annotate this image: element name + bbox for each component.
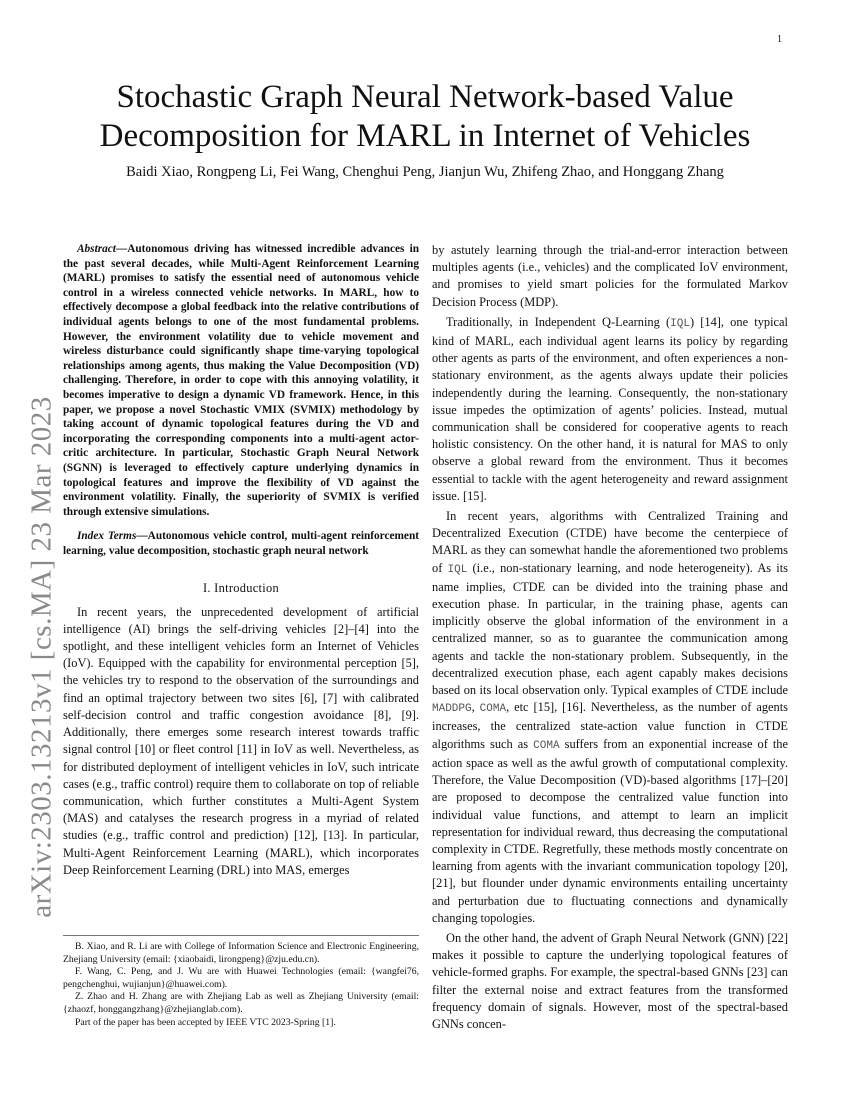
title-line-2: Decomposition for MARL in Internet of Vehicles <box>99 118 751 154</box>
abstract-label: Abstract <box>77 243 116 255</box>
arxiv-identifier: arXiv:2303.13213v1 [cs.MA] 23 Mar 2023 <box>25 396 58 918</box>
footnotes <box>63 935 419 1029</box>
p2-text-a: Traditionally, in Independent Q-Learning ( <box>446 314 671 329</box>
code-coma-2: COMA <box>533 739 560 752</box>
title-line-1: Stochastic Graph Neural Network-based Value <box>116 79 734 115</box>
left-column <box>63 242 419 879</box>
index-terms-label: Index Terms <box>77 530 137 543</box>
right-paragraph-1: by astutely learning through the trial-and-error interaction between multiples agents (i.e., vehicles) and the complicated IoV environment, and promises to yield smart policies for the formulated Markov Decision Process (MDP). <box>432 243 788 309</box>
footnote-conference-note: Part of the paper has been accepted by IEEE VTC 2023-Spring [1]. <box>75 1016 336 1028</box>
section-heading-introduction: I. Introduction <box>202 581 280 596</box>
right-paragraph-2 <box>432 314 788 505</box>
right-paragraph-3 <box>432 508 788 927</box>
p3-text-5: suffers from an exponential increase of the action space as well as the awful growth of computational complexity. Therefore, the Value Decomposition (VD)-based algorithms [17]–[20] are proposed to decompose the centralized value function into individual value functions, and attempt to learn an implicit representation for individual reward, thus decreasing the computational complexity in CTDE. Regretfully, these methods mostly concentrate on learning from agents with the invariant communication topology [20], [21], but flounder under dynamic environments entailing uncertainty and perturbation due to fluctuating connections and dynamically changing topologies. <box>432 736 788 925</box>
intro-paragraph-1: In recent years, the unprecedented development of artificial intelligence (AI) brings the self-driving vehicles [2]–[4] into the spotlight, and these intelligent vehicles form an Internet of Vehicles (IoV). Equipped with the capability for environmental perception [5], the vehicles try to respond to the observation of the surroundings and find an optimal trajectory between two sites [6], [7] with calibrated self-decision control and traffic congestion avoidance [8], [9]. Additionally, there emerges some research interest towards traffic signal control [10] or fleet control [11] in IoV as well. Nevertheless, as for distributed deployment of intelligent vehicles in IoV, such intricate cases (e.g., traffic control) require them to collaborate on top of reliable communication, which further constitutes a Multi-Agent System (MAS) and catalyses the research progress in a myriad of related studies (e.g., traffic control and prediction) [12], [13]. In particular, Multi-Agent Reinforcement Learning (MARL), which incorporates Deep Reinforcement Learning (DRL) into MAS, emerges <box>63 604 419 877</box>
author-list: Baidi Xiao, Rongpeng Li, Fei Wang, Chenghui Peng, Jianjun Wu, Zhifeng Zhao, and Honggang Zhang <box>126 164 724 180</box>
right-column <box>432 242 788 1033</box>
abstract <box>63 242 419 519</box>
paper-title <box>60 78 790 156</box>
index-terms-text: —Autonomous vehicle control, multi-agent reinforcement learning, value decomposition, stochastic graph neural network <box>63 530 419 557</box>
footnote-affiliation-zhejianglab: Z. Zhao and H. Zhang are with Zhejiang Lab as well as Zhejiang University (email: {zhaozf, honggangzhang}@zhejianglab.com). <box>63 991 419 1015</box>
footnote-affiliation-zju: B. Xiao, and R. Li are with College of Information Science and Electronic Engineering, Zhejiang University (email: {xiaobaidi, lirongpeng}@zju.edu.cn). <box>63 941 419 965</box>
p3-text-4: , etc [15], [16]. Nevertheless, as the number of agents increases, the centralized state-action value function in CTDE algorithms such as <box>432 700 788 751</box>
code-iql-2: IQL <box>447 563 468 576</box>
code-coma: COMA <box>479 703 507 716</box>
p3-text-1: In recent years, algorithms with Centralized Training and Decentralized Execution (CTDE) have become the centerpiece of MARL as they can somewhat handle the aforementioned two problems of <box>432 509 788 575</box>
right-paragraph-4: On the other hand, the advent of Graph Neural Network (GNN) [22] makes it possible to capture the underlying topological features of vehicle-formed graphs. For example, the spectral-based GNNs [23] can filter the external noise and extract features from the transformed frequency domain of signals. However, most of the spectral-based GNNs concen- <box>432 930 788 1031</box>
code-iql: IQL <box>670 317 690 330</box>
abstract-text: —Autonomous driving has witnessed incredible advances in the past several decades, while Multi-Agent Reinforcement Learning (MARL) promises to satisfy the essential need of autonomous vehicle control in a wireless connected vehicle networks. In MARL, how to effectively decompose a global feedback into the relative contributions of individual agents belongs to one of the most fundamental problems. However, the environment volatility due to vehicle movement and wireless disturbance could significantly shape time-varying topological relationships among agents, thus making the Value Decomposition (VD) challenging. Therefore, in order to cope with this annoying volatility, it becomes imperative to design a dynamic VD framework. Hence, in this paper, we propose a novel Stochastic VMIX (SVMIX) methodology by taking account of dynamic topological features during the VD and incorporating the corresponding components into a multi-agent actor-critic architecture. In particular, Stochastic Graph Neural Network (SGNN) is leveraged to effectively capture underlying dynamics in topological features and improve the flexibility of VD against the environment volatility. Finally, the superiority of SVMIX is verified through extensive simulations. <box>63 243 419 518</box>
p3-text-2: (i.e., non-stationary learning, and node heterogeneity). As its name implies, CTDE can be divided into the training phase and execution phase. In particular, in the training phase, agents can implicitly observe the global information of the environment in a centralized manner, so as to guarantee the communication among agents and tackle the non-stationary problem. Subsequently, in the decentralized execution phase, each agent capably makes decisions based on its local observation only. Typical examples of CTDE include <box>432 560 788 698</box>
index-terms <box>63 529 419 558</box>
p3-text-3: , <box>471 700 480 715</box>
footnote-affiliation-huawei: F. Wang, C. Peng, and J. Wu are with Huawei Technologies (email: {wangfei76, pengchenghui, wujianjun}@huawei.com). <box>63 966 419 990</box>
page-number: 1 <box>777 34 782 45</box>
p2-text-b: ) [14], one typical kind of MARL, each individual agent learns its policy by regarding other agents as parts of the environment, and often experiences a non-stationary environment, as the agents always update their policies independently during the learning. Consequently, the non-stationary issue impedes the optimization of agents’ policies. Instead, mutual communication shall be considered for cooperative agents to reach holistic consistency. On the other hand, it is natural for MAS to only observe a global reward from the environment. Thus it becomes essential to tackle with the agent heterogeneity and reward assignment issue. [15]. <box>432 314 788 503</box>
code-maddpg: MADDPG <box>432 703 472 716</box>
